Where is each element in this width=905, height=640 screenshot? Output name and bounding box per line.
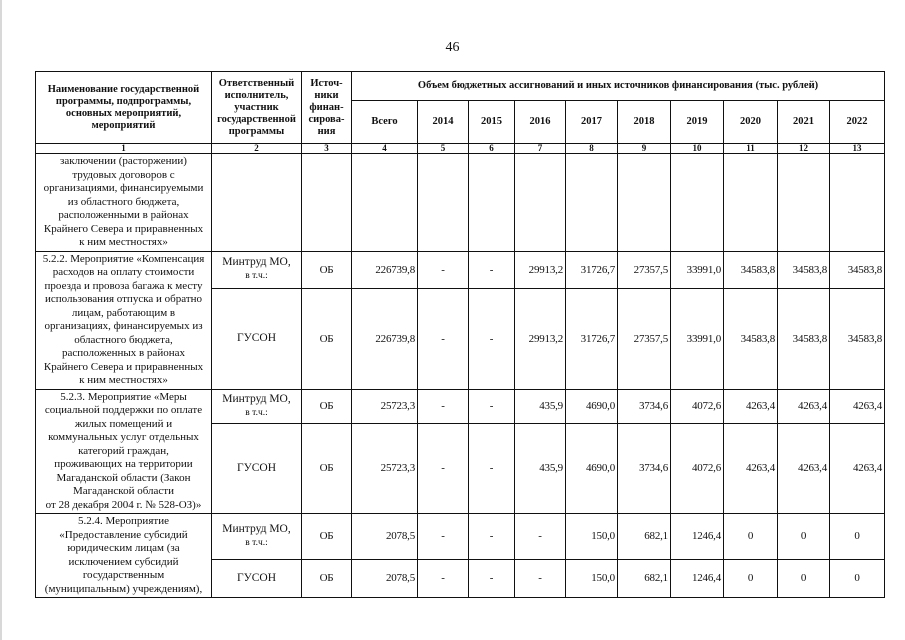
value-cell: 4690,0: [566, 423, 618, 513]
empty-cell: [418, 154, 469, 252]
header-year: Всего: [352, 101, 418, 144]
value-cell: -: [418, 389, 469, 423]
column-number: 6: [469, 144, 515, 154]
executor-cell: [212, 251, 302, 288]
header-funding-group: Объем бюджетных ассигнований и иных источников финансирования (тыс. рублей): [352, 72, 885, 101]
executor-note: в т.ч.:: [245, 407, 268, 418]
value-cell: 2078,5: [352, 514, 418, 560]
empty-cell: [618, 154, 671, 252]
header-year: 2019: [671, 101, 724, 144]
header-executor: Ответственный исполнитель, участник государственной программы: [212, 72, 302, 144]
value-cell: 33991,0: [671, 251, 724, 288]
table-row: [36, 251, 885, 288]
value-cell: 29913,2: [515, 251, 566, 288]
value-cell: 4072,6: [671, 423, 724, 513]
value-cell: -: [418, 251, 469, 288]
value-cell: 27357,5: [618, 251, 671, 288]
value-cell: 1246,4: [671, 559, 724, 597]
value-cell: 4690,0: [566, 389, 618, 423]
table-row: [36, 514, 885, 560]
page-number: 46: [445, 40, 460, 55]
measure-name: 5.2.3. Мероприятие «Меры социальной поддержки по оплате жилых помещений и коммунальных услуг отдельных категорий граждан, проживающих на территории Магаданской области (Закон Магаданской области от 28 декабря 2004 г. № 528-ОЗ)»: [36, 389, 212, 514]
value-cell: 682,1: [618, 514, 671, 560]
value-cell: 34583,8: [830, 251, 885, 288]
column-number: 12: [778, 144, 830, 154]
source-cell: ОБ: [302, 251, 352, 288]
value-cell: -: [469, 389, 515, 423]
value-cell: -: [469, 559, 515, 597]
column-number: 10: [671, 144, 724, 154]
value-cell: 0: [778, 514, 830, 560]
empty-cell: [830, 154, 885, 252]
column-number-row: [36, 144, 885, 154]
value-cell: 2078,5: [352, 559, 418, 597]
value-cell: 4263,4: [778, 389, 830, 423]
value-cell: 0: [830, 514, 885, 560]
value-cell: -: [469, 423, 515, 513]
value-cell: -: [469, 514, 515, 560]
value-cell: 435,9: [515, 423, 566, 513]
header-name: Наименование государственной программы, подпрограммы, основных мероприятий, мероприятий: [36, 72, 212, 144]
executor-name: ГУСОН: [212, 423, 302, 513]
empty-cell: [352, 154, 418, 252]
column-number: 2: [212, 144, 302, 154]
value-cell: 682,1: [618, 559, 671, 597]
header-year: 2022: [830, 101, 885, 144]
value-cell: -: [515, 514, 566, 560]
value-cell: -: [515, 559, 566, 597]
value-cell: -: [469, 288, 515, 389]
executor-name: Минтруд МО,: [222, 522, 291, 535]
column-number: 7: [515, 144, 566, 154]
value-cell: -: [418, 288, 469, 389]
table-row: [36, 389, 885, 423]
value-cell: 226739,8: [352, 251, 418, 288]
value-cell: 31726,7: [566, 251, 618, 288]
budget-table: [35, 71, 885, 598]
executor-note: в т.ч.:: [245, 537, 268, 548]
value-cell: 34583,8: [724, 251, 778, 288]
column-number: 11: [724, 144, 778, 154]
value-cell: 3734,6: [618, 389, 671, 423]
source-cell: ОБ: [302, 288, 352, 389]
empty-cell: [515, 154, 566, 252]
column-number: 9: [618, 144, 671, 154]
column-number: 8: [566, 144, 618, 154]
source-cell: ОБ: [302, 389, 352, 423]
column-number: 5: [418, 144, 469, 154]
value-cell: 435,9: [515, 389, 566, 423]
column-number: 4: [352, 144, 418, 154]
executor-cell: [212, 389, 302, 423]
value-cell: 1246,4: [671, 514, 724, 560]
value-cell: -: [418, 423, 469, 513]
column-number: 1: [36, 144, 212, 154]
scan-edge: [0, 0, 2, 640]
value-cell: 31726,7: [566, 288, 618, 389]
table-row: [36, 154, 885, 252]
value-cell: 25723,3: [352, 389, 418, 423]
value-cell: 3734,6: [618, 423, 671, 513]
empty-cell: [302, 154, 352, 252]
column-number: 13: [830, 144, 885, 154]
value-cell: 33991,0: [671, 288, 724, 389]
value-cell: 4072,6: [671, 389, 724, 423]
header-year: 2021: [778, 101, 830, 144]
value-cell: 34583,8: [830, 288, 885, 389]
empty-cell: [566, 154, 618, 252]
value-cell: 4263,4: [724, 423, 778, 513]
value-cell: 4263,4: [778, 423, 830, 513]
value-cell: 4263,4: [830, 423, 885, 513]
value-cell: 0: [724, 559, 778, 597]
value-cell: 34583,8: [778, 251, 830, 288]
executor-name: ГУСОН: [212, 559, 302, 597]
measure-name: 5.2.4. Мероприятие «Предоставление субсидий юридическим лицам (за исключением субсидий государственным (муниципальным) учреждениям),: [36, 514, 212, 598]
source-cell: ОБ: [302, 514, 352, 560]
value-cell: 4263,4: [830, 389, 885, 423]
executor-name: ГУСОН: [212, 288, 302, 389]
value-cell: -: [418, 514, 469, 560]
source-cell: ОБ: [302, 559, 352, 597]
header-year: 2017: [566, 101, 618, 144]
value-cell: 27357,5: [618, 288, 671, 389]
empty-cell: [671, 154, 724, 252]
value-cell: 0: [830, 559, 885, 597]
value-cell: 29913,2: [515, 288, 566, 389]
empty-cell: [724, 154, 778, 252]
value-cell: 150,0: [566, 514, 618, 560]
empty-cell: [778, 154, 830, 252]
empty-cell: [212, 154, 302, 252]
measure-name: заключении (расторжении) трудовых договоров с организациями, финансируемыми из областного бюджета, расположенными в районах Крайнего Севера и приравненных к ним местностях»: [36, 154, 212, 252]
value-cell: 0: [724, 514, 778, 560]
executor-name: Минтруд МО,: [222, 392, 291, 405]
header-year: 2016: [515, 101, 566, 144]
empty-cell: [469, 154, 515, 252]
value-cell: 34583,8: [778, 288, 830, 389]
executor-name: Минтруд МО,: [222, 256, 291, 269]
executor-cell: [212, 514, 302, 560]
value-cell: -: [418, 559, 469, 597]
value-cell: 226739,8: [352, 288, 418, 389]
header-year: 2020: [724, 101, 778, 144]
value-cell: 150,0: [566, 559, 618, 597]
value-cell: -: [469, 251, 515, 288]
value-cell: 25723,3: [352, 423, 418, 513]
measure-name: 5.2.2. Мероприятие «Компенсация расходов на оплату стоимости проезда и провоза багажа к месту использования отпуска и обратно лицам, работающим в организациях, финансируемых из областного бюджета, расположенных в районах Крайнего Севера и приравненных к ним местностях»: [36, 251, 212, 389]
value-cell: 0: [778, 559, 830, 597]
column-number: 3: [302, 144, 352, 154]
value-cell: 4263,4: [724, 389, 778, 423]
header-source: Источ-ники финан-сирова-ния: [302, 72, 352, 144]
header-year: 2018: [618, 101, 671, 144]
source-cell: ОБ: [302, 423, 352, 513]
executor-note: в т.ч.:: [245, 271, 268, 282]
value-cell: 34583,8: [724, 288, 778, 389]
header-year: 2015: [469, 101, 515, 144]
header-year: 2014: [418, 101, 469, 144]
